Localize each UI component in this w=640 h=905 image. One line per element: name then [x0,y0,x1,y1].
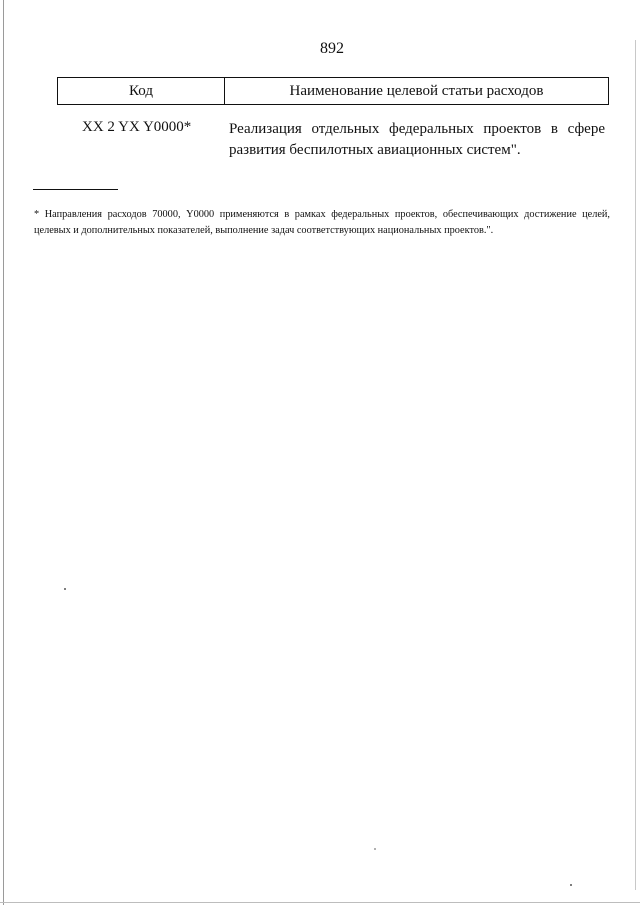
footnote-separator [33,189,118,190]
header-name: Наименование целевой статьи расходов [289,82,544,99]
row-name-cell: Реализация отдельных федеральных проектов в сфере развития беспилотных авиационных систем". [229,121,605,158]
header-code: Код [58,78,225,104]
table-header [57,77,609,105]
row-code-cell: XX 2 YX Y0000* [82,119,192,135]
scan-edge-bottom [0,902,640,903]
scan-speck [374,848,376,850]
page-number: 892 [320,40,344,57]
scan-speck [570,884,572,886]
scan-edge-left [3,0,4,905]
footnote-text: * Направления расходов 70000, Y0000 применяются в рамках федеральных проектов, обеспечивающих достижение целей, целевых и дополнительных показателей, выполнение задач соответствующих национальных проектов.". [34,209,610,236]
scan-edge-right [635,40,636,890]
scan-speck [64,588,66,590]
